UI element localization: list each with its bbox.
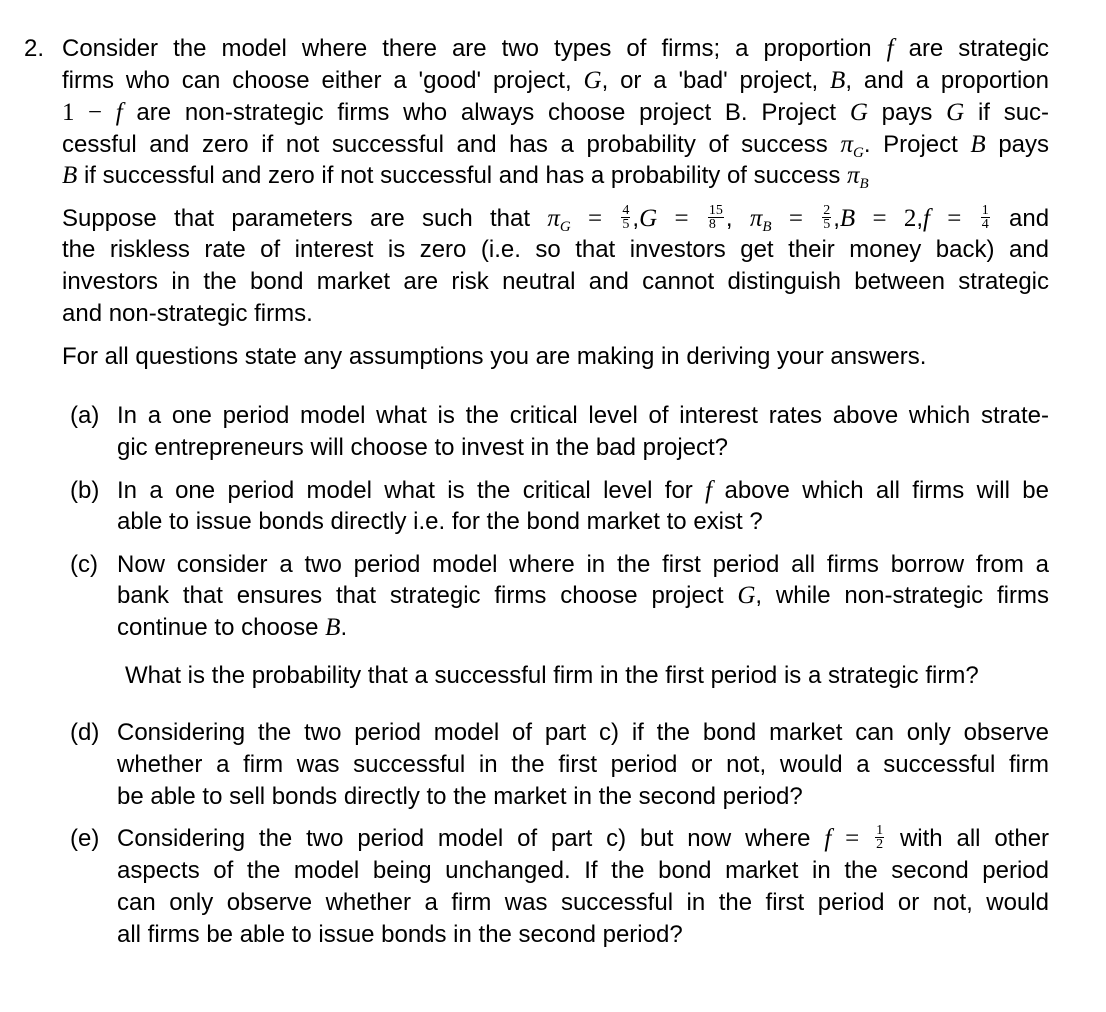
- part-b-label: (b): [70, 477, 100, 504]
- part-d-line-1: Considering the two period model of part c) if the bond market can only observe: [117, 719, 1049, 746]
- part-e-label: (e): [70, 825, 100, 852]
- part-d-line-2: whether a firm was successful in the first period or not, would a successful firm: [117, 751, 1049, 778]
- parameters-line-2: the riskless rate of interest is zero (i.e. so that investors get their money back) and: [62, 236, 1049, 263]
- part-c-line-2: bank that ensures that strategic firms choose project G, while non-strategic firms: [117, 582, 1049, 609]
- part-e-line-4: all firms be able to issue bonds in the second period?: [117, 921, 683, 948]
- fraction-piG: $\frac{4}{5}$: [622, 203, 630, 233]
- parameters-line-3: investors in the bond market are risk neutral and cannot distinguish between strategic: [62, 268, 1049, 295]
- part-c-line-1: Now consider a two period model where in the first period all firms borrow from a: [117, 551, 1049, 578]
- parameters-line: Suppose that parameters are such that $\pi_G$ = $\frac{4}{5}$ ,G = $\frac{15}{8}$ , $\pi_B$ = $\frac{2}{5}$ ,B = 2,f = $\frac{1}{4}$ and: [62, 203, 1049, 235]
- part-a-line-2: gic entrepreneurs will choose to invest in the bad project?: [117, 434, 729, 461]
- intro-line-4: cessful and zero if not successful and has a probability of success $\pi_G$. Project B pays: [62, 131, 1049, 161]
- part-b-line-2: able to issue bonds directly i.e. for the bond market to exist ?: [117, 508, 763, 535]
- part-c-label: (c): [70, 551, 98, 578]
- part-e-line-1: Considering the two period model of part c) but now where f = $\frac{1}{2}$ with all other: [117, 823, 1049, 853]
- part-a-label: (a): [70, 402, 100, 429]
- part-c-line-3: continue to choose B.: [117, 614, 348, 641]
- parameters-line-4: and non-strategic firms.: [62, 300, 313, 327]
- part-e-line-3: can only observe whether a firm was successful in the first period or not, would: [117, 889, 1049, 916]
- question-number: 2.: [24, 35, 45, 62]
- fraction-f: $\frac{1}{4}$: [981, 203, 989, 233]
- fraction-piB: $\frac{2}{5}$: [823, 203, 831, 233]
- part-e-line-2: aspects of the model being unchanged. If the bond market in the second period: [117, 857, 1049, 884]
- fraction-G: $\frac{15}{8}$: [708, 203, 723, 233]
- part-c-followup: What is the probability that a successful firm in the first period is a strategic firm?: [125, 662, 979, 689]
- intro-line-3: 1 − f are non-strategic firms who always choose project B. Project G pays G if suc-: [62, 99, 1049, 126]
- part-b-line-1: In a one period model what is the critical level for f above which all firms will be: [117, 477, 1049, 504]
- intro-line-2: firms who can choose either a 'good' project, G, or a 'bad' project, B, and a proportion: [62, 67, 1049, 94]
- intro-line-5: B if successful and zero if not successful and has a probability of success $\pi_B$: [62, 162, 869, 192]
- part-d-line-3: be able to sell bonds directly to the market in the second period?: [117, 783, 803, 810]
- part-d-label: (d): [70, 719, 100, 746]
- part-a-line-1: In a one period model what is the critical level of interest rates above which strate-: [117, 402, 1049, 429]
- intro-line-1: Consider the model where there are two types of firms; a proportion f are strategic: [62, 35, 1049, 62]
- assumptions-note: For all questions state any assumptions you are making in deriving your answers.: [62, 343, 927, 370]
- fraction-f-half: $\frac{1}{2}$: [876, 823, 884, 853]
